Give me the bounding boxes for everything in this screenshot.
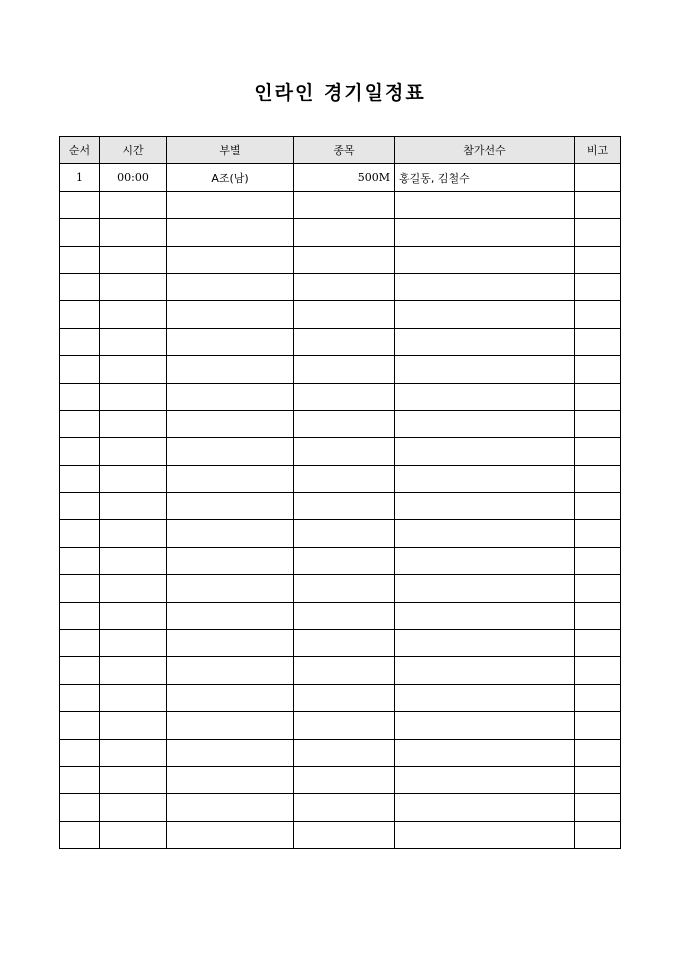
schedule-table — [59, 136, 621, 849]
cell-order — [60, 712, 100, 739]
cell-order: 1 — [60, 164, 100, 191]
cell-order — [60, 630, 100, 657]
cell-players — [395, 383, 575, 410]
cell-event — [294, 356, 395, 383]
cell-division — [167, 821, 294, 848]
cell-players — [395, 547, 575, 574]
cell-division — [167, 328, 294, 355]
cell-time — [100, 438, 167, 465]
cell-order — [60, 739, 100, 766]
page-title: 인라인 경기일정표 — [254, 82, 426, 104]
cell-division — [167, 465, 294, 492]
cell-order — [60, 301, 100, 328]
cell-note — [575, 657, 621, 684]
table-row — [60, 246, 621, 273]
cell-division — [167, 410, 294, 437]
cell-note — [575, 739, 621, 766]
table-row — [60, 630, 621, 657]
cell-time — [100, 602, 167, 629]
table-row — [60, 493, 621, 520]
cell-event — [294, 575, 395, 602]
cell-time — [100, 356, 167, 383]
cell-players — [395, 465, 575, 492]
cell-players — [395, 602, 575, 629]
cell-time — [100, 657, 167, 684]
header-event: 종목 — [294, 137, 395, 164]
cell-note — [575, 712, 621, 739]
cell-division — [167, 547, 294, 574]
cell-event — [294, 547, 395, 574]
cell-time — [100, 328, 167, 355]
table-row — [60, 821, 621, 848]
cell-time — [100, 465, 167, 492]
cell-note — [575, 602, 621, 629]
cell-note — [575, 191, 621, 218]
cell-order — [60, 246, 100, 273]
cell-division — [167, 301, 294, 328]
cell-players — [395, 493, 575, 520]
table-row — [60, 301, 621, 328]
cell-note — [575, 630, 621, 657]
cell-order — [60, 821, 100, 848]
header-order: 순서 — [60, 137, 100, 164]
table-row — [60, 766, 621, 793]
cell-order — [60, 657, 100, 684]
cell-players — [395, 410, 575, 437]
cell-order — [60, 684, 100, 711]
cell-players — [395, 301, 575, 328]
cell-players — [395, 273, 575, 300]
cell-players — [395, 191, 575, 218]
cell-time — [100, 821, 167, 848]
table-row — [60, 191, 621, 218]
cell-event — [294, 328, 395, 355]
table-row — [60, 575, 621, 602]
cell-time — [100, 575, 167, 602]
cell-order — [60, 493, 100, 520]
cell-event — [294, 766, 395, 793]
header-note: 비고 — [575, 137, 621, 164]
cell-event — [294, 657, 395, 684]
cell-players — [395, 356, 575, 383]
cell-players — [395, 438, 575, 465]
cell-event — [294, 602, 395, 629]
cell-time — [100, 520, 167, 547]
cell-order — [60, 356, 100, 383]
cell-players: 홍길동, 김철수 — [395, 164, 575, 191]
cell-event — [294, 712, 395, 739]
cell-time — [100, 684, 167, 711]
table-header-row — [60, 137, 621, 164]
cell-note — [575, 328, 621, 355]
cell-order — [60, 219, 100, 246]
cell-division — [167, 273, 294, 300]
cell-note — [575, 520, 621, 547]
cell-event — [294, 821, 395, 848]
cell-event — [294, 630, 395, 657]
cell-time — [100, 712, 167, 739]
cell-event — [294, 493, 395, 520]
table-row — [60, 739, 621, 766]
cell-event — [294, 438, 395, 465]
table-row — [60, 547, 621, 574]
table-row — [60, 410, 621, 437]
cell-division — [167, 438, 294, 465]
cell-note — [575, 821, 621, 848]
cell-note — [575, 356, 621, 383]
header-players: 참가선수 — [395, 137, 575, 164]
cell-players — [395, 712, 575, 739]
cell-players — [395, 219, 575, 246]
cell-event — [294, 520, 395, 547]
cell-players — [395, 575, 575, 602]
cell-players — [395, 821, 575, 848]
cell-event — [294, 684, 395, 711]
cell-division — [167, 520, 294, 547]
cell-division — [167, 246, 294, 273]
cell-players — [395, 739, 575, 766]
cell-event — [294, 246, 395, 273]
cell-time — [100, 766, 167, 793]
cell-division — [167, 657, 294, 684]
cell-players — [395, 794, 575, 821]
cell-event — [294, 191, 395, 218]
cell-players — [395, 766, 575, 793]
cell-order — [60, 438, 100, 465]
table-row — [60, 684, 621, 711]
cell-division — [167, 191, 294, 218]
table-row — [60, 602, 621, 629]
cell-time — [100, 219, 167, 246]
cell-note — [575, 547, 621, 574]
cell-division — [167, 575, 294, 602]
cell-note — [575, 438, 621, 465]
cell-event — [294, 794, 395, 821]
cell-event — [294, 273, 395, 300]
cell-players — [395, 630, 575, 657]
cell-division — [167, 219, 294, 246]
cell-event — [294, 410, 395, 437]
cell-division — [167, 739, 294, 766]
cell-event — [294, 383, 395, 410]
table-row — [60, 438, 621, 465]
cell-players — [395, 246, 575, 273]
cell-order — [60, 465, 100, 492]
cell-order — [60, 520, 100, 547]
cell-event — [294, 219, 395, 246]
cell-time — [100, 739, 167, 766]
cell-players — [395, 657, 575, 684]
cell-order — [60, 191, 100, 218]
cell-division — [167, 766, 294, 793]
cell-event: 500M — [294, 164, 395, 191]
cell-note — [575, 684, 621, 711]
table-row — [60, 356, 621, 383]
cell-note — [575, 246, 621, 273]
cell-time: 00:00 — [100, 164, 167, 191]
cell-order — [60, 794, 100, 821]
cell-order — [60, 328, 100, 355]
cell-order — [60, 602, 100, 629]
cell-time — [100, 547, 167, 574]
cell-time — [100, 383, 167, 410]
cell-event — [294, 301, 395, 328]
cell-note — [575, 493, 621, 520]
cell-division — [167, 630, 294, 657]
header-time: 시간 — [100, 137, 167, 164]
cell-division — [167, 356, 294, 383]
cell-event — [294, 739, 395, 766]
cell-note — [575, 766, 621, 793]
cell-time — [100, 273, 167, 300]
table-row — [60, 219, 621, 246]
table-row — [60, 712, 621, 739]
cell-order — [60, 383, 100, 410]
cell-division — [167, 602, 294, 629]
cell-division — [167, 493, 294, 520]
cell-note — [575, 575, 621, 602]
cell-order — [60, 547, 100, 574]
cell-note — [575, 164, 621, 191]
header-division: 부별 — [167, 137, 294, 164]
cell-players — [395, 684, 575, 711]
table-row — [60, 520, 621, 547]
table-row — [60, 657, 621, 684]
cell-time — [100, 410, 167, 437]
cell-note — [575, 383, 621, 410]
cell-note — [575, 794, 621, 821]
table-row — [60, 273, 621, 300]
cell-division — [167, 712, 294, 739]
cell-order — [60, 766, 100, 793]
cell-time — [100, 794, 167, 821]
cell-time — [100, 246, 167, 273]
cell-division — [167, 684, 294, 711]
table-row — [60, 465, 621, 492]
cell-event — [294, 465, 395, 492]
cell-division — [167, 383, 294, 410]
cell-note — [575, 465, 621, 492]
table-row — [60, 164, 621, 191]
cell-note — [575, 301, 621, 328]
cell-time — [100, 301, 167, 328]
cell-order — [60, 410, 100, 437]
table-row — [60, 328, 621, 355]
cell-time — [100, 191, 167, 218]
cell-time — [100, 630, 167, 657]
table-row — [60, 794, 621, 821]
cell-note — [575, 273, 621, 300]
cell-order — [60, 273, 100, 300]
cell-time — [100, 493, 167, 520]
cell-note — [575, 410, 621, 437]
cell-note — [575, 219, 621, 246]
table-row — [60, 383, 621, 410]
cell-players — [395, 520, 575, 547]
cell-division: A조(남) — [167, 164, 294, 191]
cell-division — [167, 794, 294, 821]
cell-players — [395, 328, 575, 355]
cell-order — [60, 575, 100, 602]
